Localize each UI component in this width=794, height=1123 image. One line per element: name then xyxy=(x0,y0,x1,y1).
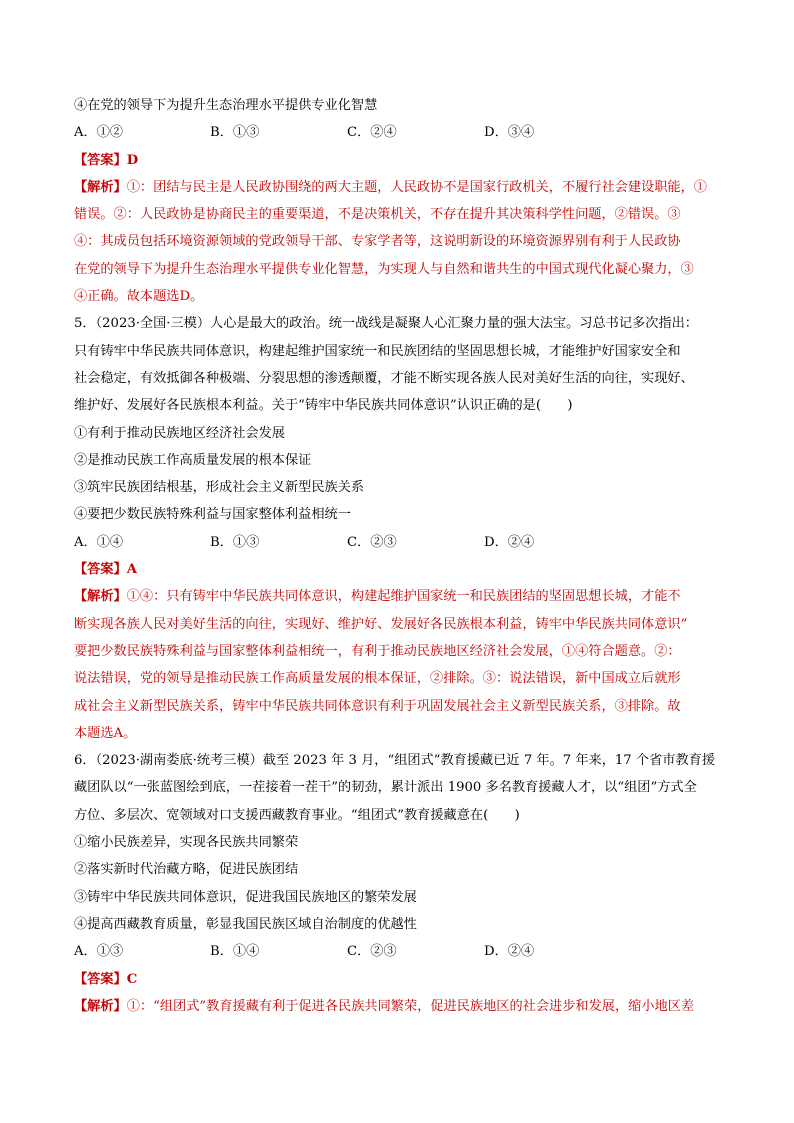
q5-analysis-line: 说法错误，党的领导是推动民族工作高质量发展的根本保证，②排除。③：说法错误，新中国成立后就形 xyxy=(74,671,681,687)
q6-analysis-line xyxy=(74,993,724,1020)
q6-answer xyxy=(74,966,724,993)
q4-options xyxy=(74,119,724,146)
q4-analysis-line: 在党的领导下为提升生态治理水平提供专业化智慧，为实现人与自然和谐共生的中国式现代化凝心聚力，③ xyxy=(74,261,694,277)
q6-option-c: C．②③ xyxy=(347,944,397,960)
analysis-label: 【解析】 xyxy=(74,589,127,605)
q4-item-4: ④在党的领导下为提升生态治理水平提供专业化智慧 xyxy=(74,98,378,113)
q5-analysis-line: 断实现各族人民对美好生活的向往，实现好、维护好、发展好各民族根本利益，铸牢中华民族共同体意识” xyxy=(74,616,688,632)
q5-analysis-line: 本题选A。 xyxy=(74,725,137,741)
analysis-text: ①：“组团式”教育援藏有利于促进各民族共同繁荣，促进民族地区的社会进步和发展，缩小地区差 xyxy=(126,998,695,1014)
analysis-label: 【解析】 xyxy=(74,179,127,195)
answer-label: 【答案】 xyxy=(74,562,127,578)
analysis-label: 【解析】 xyxy=(74,998,127,1014)
q5-stem-line: 社会稳定，有效抵御各种极端、分裂思想的渗透颠覆，才能不断实现各族人民对美好生活的向往，实现好、 xyxy=(74,370,694,386)
q4-answer xyxy=(74,147,724,174)
q6-item-2: ②落实新时代治藏方略，促进民族团结 xyxy=(74,862,299,878)
q6-item-3: ③铸牢中华民族共同体意识，促进我国民族地区的繁荣发展 xyxy=(74,889,417,905)
q5-option-d: D．②④ xyxy=(484,534,535,550)
q6-stem-line: 藏团队以“一张蓝图绘到底，一茬接着一茬干”的韧劲，累计派出 1900 多名教育援藏人才，以“组团”方式全 xyxy=(74,780,697,796)
q5-option-a: A．①④ xyxy=(74,534,124,550)
q5-analysis-line xyxy=(74,583,724,610)
q5-analysis-line: 要把少数民族特殊利益与国家整体利益相统一，有利于推动民族地区经济社会发展，①④符合题意。②： xyxy=(74,643,681,659)
q5-option-c: C．②③ xyxy=(347,534,397,550)
answer-value: C xyxy=(126,971,138,987)
q4-option-d: D．③④ xyxy=(484,125,535,141)
q4-option-b: B．①③ xyxy=(210,125,260,141)
q4-option-a: A．①② xyxy=(74,125,124,141)
q4-analysis-line xyxy=(74,174,724,201)
q5-item-4: ④要把少数民族特殊利益与国家整体利益相统一 xyxy=(74,507,351,523)
answer-label: 【答案】 xyxy=(74,152,127,168)
q6-stem-line: 6．（2023·湖南娄底·统考三模）截至 2023 年 3 月，“组团式”教育援藏已近 7 年。7 年来，17 个省市教育援 xyxy=(74,753,716,769)
q4-analysis-line: ④：其成员包括环境资源领域的党政领导干部、专家学者等，这说明新设的环境资源界别有利于人民政协 xyxy=(74,234,681,250)
q6-item-4: ④提高西藏教育质量，彰显我国民族区域自治制度的优越性 xyxy=(74,916,417,932)
q5-stem-line: 维护好、发展好各民族根本利益。关于“铸牢中华民族共同体意识”认识正确的是( ) xyxy=(74,398,573,414)
q6-options xyxy=(74,938,724,965)
q6-option-b: B．①④ xyxy=(210,944,260,960)
answer-value: D xyxy=(126,152,139,168)
analysis-text: ①：团结与民主是人民政协围绕的两大主题，人民政协不是国家行政机关，不履行社会建设职能，① xyxy=(126,179,707,195)
q6-stem-line: 方位、多层次、宽领域对口支援西藏教育事业。“组团式”教育援藏意在( ) xyxy=(74,807,520,823)
q5-analysis-line: 成社会主义新型民族关系，铸牢中华民族共同体意识有利于巩固发展社会主义新型民族关系，③排除。故 xyxy=(74,698,681,714)
q6-option-d: D．②④ xyxy=(484,944,535,960)
q4-option-c: C．②④ xyxy=(347,125,397,141)
document-page xyxy=(74,92,724,1020)
q5-options xyxy=(74,529,724,556)
q5-stem-line: 只有铸牢中华民族共同体意识，构建起维护国家统一和民族团结的坚固思想长城，才能维护好国家安全和 xyxy=(74,343,681,359)
q4-analysis-line: 错误。②：人民政协是协商民主的重要渠道，不是决策机关，不存在提升其决策科学性问题，②错误。③ xyxy=(74,207,681,223)
q5-answer xyxy=(74,556,724,583)
analysis-text: ①④：只有铸牢中华民族共同体意识，构建起维护国家统一和民族团结的坚固思想长城，才能不 xyxy=(126,589,681,605)
answer-value: A xyxy=(126,562,137,578)
q4-analysis-line: ④正确。故本题选D。 xyxy=(74,289,204,305)
q5-item-3: ③筑牢民族团结根基，形成社会主义新型民族关系 xyxy=(74,480,365,496)
q5-option-b: B．①③ xyxy=(210,534,260,550)
q6-item-1: ①缩小民族差异，实现各民族共同繁荣 xyxy=(74,835,299,851)
q5-item-1: ①有利于推动民族地区经济社会发展 xyxy=(74,425,285,441)
q6-option-a: A．①③ xyxy=(74,944,124,960)
answer-label: 【答案】 xyxy=(74,971,127,987)
q5-item-2: ②是推动民族工作高质量发展的根本保证 xyxy=(74,452,312,468)
q5-stem-line: 5．（2023·全国·三模）人心是最大的政治。统一战线是凝聚人心汇聚力量的强大法宝。习总书记多次指出： xyxy=(74,316,698,332)
